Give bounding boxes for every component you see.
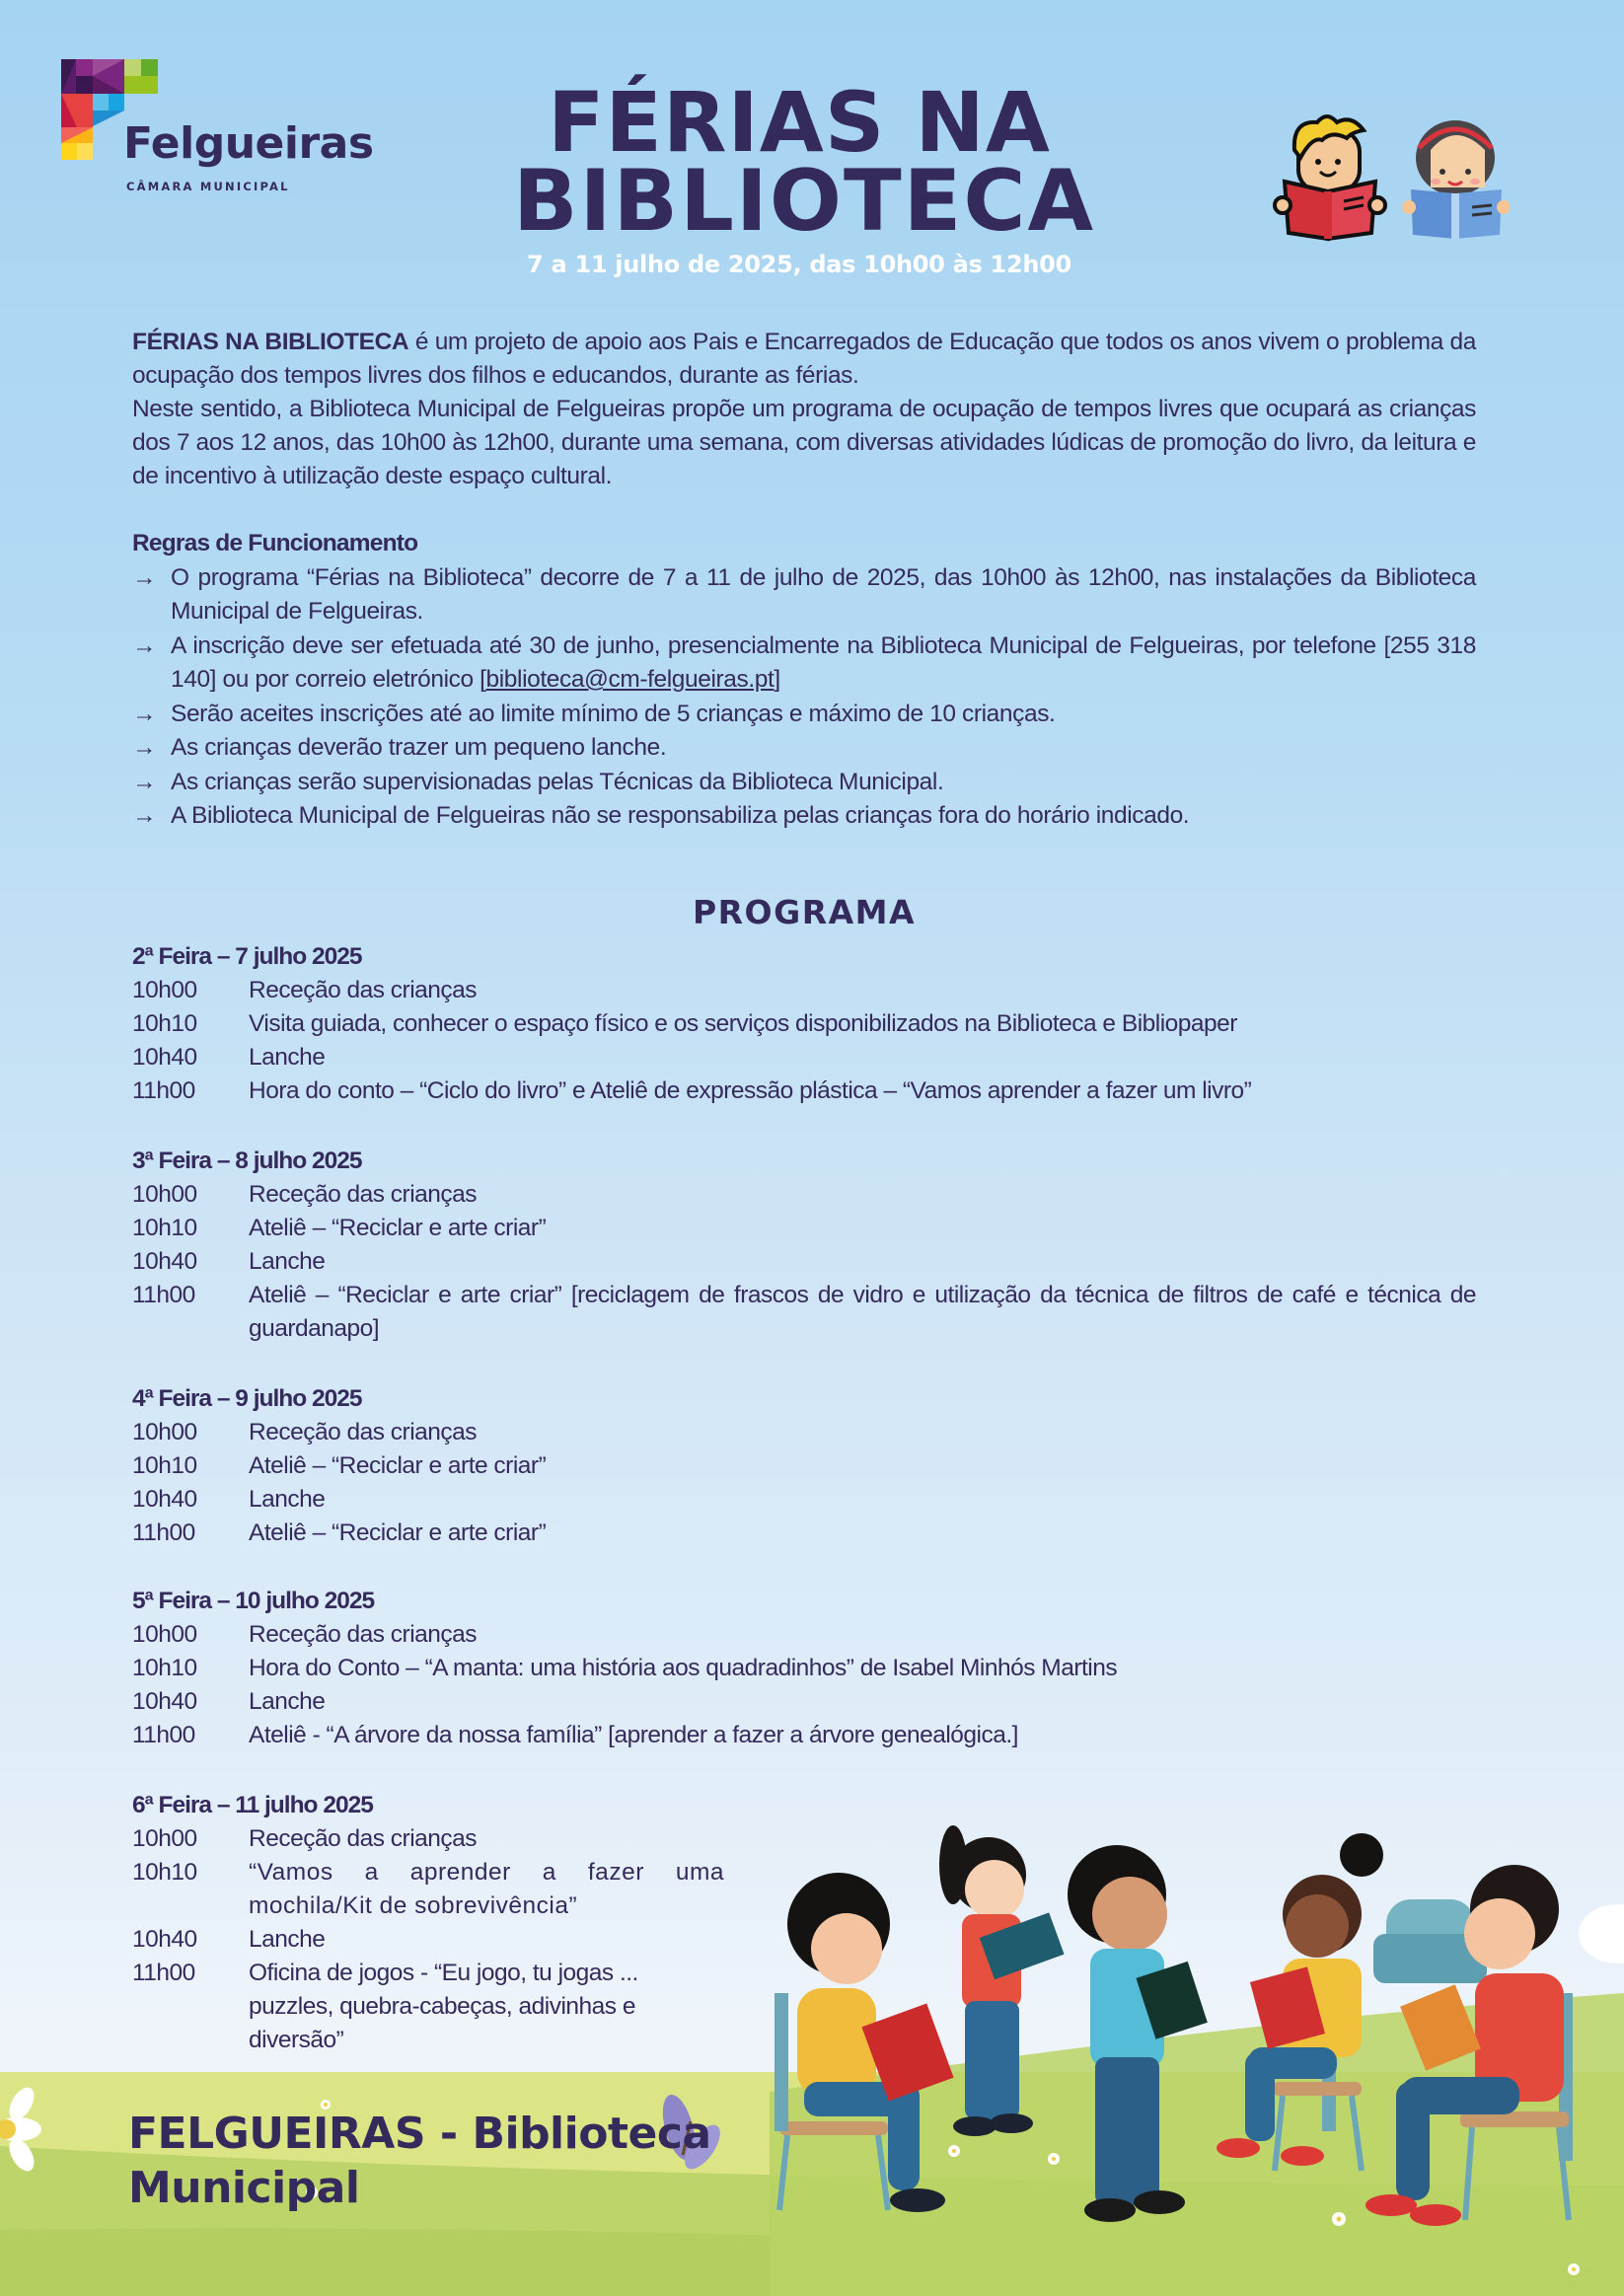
schedule-time: 10h00 bbox=[132, 977, 197, 1003]
schedule-activity: Lanche bbox=[249, 1926, 326, 1953]
footer-title-line-1: FELGUEIRAS - Biblioteca bbox=[128, 2109, 711, 2159]
schedule-time: 10h40 bbox=[132, 1486, 197, 1513]
schedule-row bbox=[132, 1856, 724, 1923]
schedule-time: 10h40 bbox=[132, 1926, 197, 1953]
rules-item-text: O programa “Férias na Biblioteca” decorre de 7 a 11 de julho de 2025, das 10h00 às 12h00, nas instalações da Biblioteca Municipal de Felgueiras. bbox=[171, 563, 1476, 625]
kids-reading-icon bbox=[1273, 111, 1510, 244]
rules-section bbox=[132, 527, 1476, 834]
intro-paragraph-1 bbox=[132, 326, 1476, 393]
schedule-row bbox=[132, 1822, 724, 1856]
schedule-time: 11h00 bbox=[132, 1722, 195, 1748]
schedule-activity: Ateliê - “A árvore da nossa família” [aprender a fazer a árvore genealógica.] bbox=[249, 1722, 1018, 1748]
email-link[interactable] bbox=[480, 666, 780, 693]
intro-paragraph-2: Neste sentido, a Biblioteca Municipal de Felgueiras propõe um programa de ocupação de tempos livres que ocupará as crianças dos 7 aos 12 anos, das 10h00 às 12h00, durante uma semana, com diversas atividades lúdicas de promoção do livro, da leitura e de incentivo à utilização deste espaço cultural. bbox=[132, 396, 1476, 489]
rules-item bbox=[132, 766, 1476, 800]
schedule-row bbox=[132, 1483, 1476, 1517]
schedule-row bbox=[132, 1685, 1476, 1719]
schedule-row bbox=[132, 1041, 1476, 1074]
schedule-time: 11h00 bbox=[132, 1519, 195, 1546]
rules-item bbox=[132, 799, 1476, 834]
schedule-activity: Hora do conto – “Ciclo do livro” e Ateliê de expressão plástica – “Vamos aprender a fazer um livro” bbox=[249, 1077, 1252, 1104]
schedule-time: 10h10 bbox=[132, 1655, 197, 1681]
programa-title: PROGRAMA bbox=[692, 893, 917, 931]
logo-subtitle: CÂMARA MUNICIPAL bbox=[126, 180, 290, 193]
day-title: 2ª Feira – 7 julho 2025 bbox=[132, 943, 362, 970]
schedule-row bbox=[132, 1923, 724, 1957]
schedule-time: 11h00 bbox=[132, 1960, 195, 1986]
schedule-row bbox=[132, 1178, 1476, 1212]
day-title: 6ª Feira – 11 julho 2025 bbox=[132, 1792, 373, 1818]
rules-title: Regras de Funcionamento bbox=[132, 530, 418, 556]
arrow-right-icon: → bbox=[132, 700, 157, 727]
schedule-time: 11h00 bbox=[132, 1077, 195, 1104]
schedule-row bbox=[132, 1279, 1476, 1346]
schedule-row bbox=[132, 1245, 1476, 1279]
schedule-time: 10h10 bbox=[132, 1010, 197, 1037]
rules-item bbox=[132, 731, 1476, 766]
rules-list bbox=[132, 561, 1476, 834]
day-title: 4ª Feira – 9 julho 2025 bbox=[132, 1385, 362, 1412]
schedule-time: 10h40 bbox=[132, 1248, 197, 1275]
title-line-1: FÉRIAS NA bbox=[548, 74, 1051, 171]
logo-wordmark: Felgueiras bbox=[123, 118, 374, 169]
schedule-activity: Receção das crianças bbox=[249, 977, 478, 1003]
day-schedule-friday bbox=[132, 1789, 724, 2057]
schedule-row bbox=[132, 1517, 1476, 1550]
schedule-activity: Hora do Conto – “A manta: uma história aos quadradinhos” de Isabel Minhós Martins bbox=[249, 1655, 1118, 1681]
schedule-time: 10h10 bbox=[132, 1859, 197, 1886]
day-schedule-tuesday bbox=[132, 1145, 1476, 1346]
schedule-activity: Ateliê – “Reciclar e arte criar” bbox=[249, 1215, 547, 1241]
schedule-row bbox=[132, 1007, 1476, 1041]
arrow-right-icon: → bbox=[132, 563, 157, 591]
rules-item-text: A Biblioteca Municipal de Felgueiras não se responsabiliza pelas crianças fora do horário indicado. bbox=[171, 802, 1190, 829]
boy-reading-icon bbox=[1275, 116, 1385, 239]
schedule-row bbox=[132, 1618, 1476, 1652]
footer-title-line-2: Municipal bbox=[128, 2163, 360, 2213]
schedule-activity: Lanche bbox=[249, 1044, 326, 1071]
rules-item bbox=[132, 561, 1476, 630]
rules-item-text: As crianças serão supervisionadas pelas Técnicas da Biblioteca Municipal. bbox=[171, 768, 944, 795]
email-bracket-close: ] bbox=[774, 666, 780, 693]
arrow-right-icon: → bbox=[132, 631, 157, 659]
schedule-activity: Receção das crianças bbox=[249, 1825, 478, 1852]
girl-reading-icon bbox=[1402, 120, 1510, 239]
schedule-activity: Receção das crianças bbox=[249, 1621, 478, 1648]
title-line-2: BIBLIOTECA bbox=[513, 152, 1096, 251]
intro-text bbox=[132, 326, 1476, 493]
schedule-row bbox=[132, 1719, 1476, 1752]
day-title: 5ª Feira – 10 julho 2025 bbox=[132, 1588, 375, 1614]
schedule-activity: Oficina de jogos - “Eu jogo, tu jogas ... puzzles, quebra-cabeças, adivinhas e diversão” bbox=[249, 1960, 638, 2053]
schedule-row bbox=[132, 974, 1476, 1007]
schedule-time: 10h00 bbox=[132, 1419, 197, 1445]
arrow-right-icon: → bbox=[132, 768, 157, 795]
children-reading-illustration bbox=[770, 1796, 1624, 2296]
schedule-row bbox=[132, 1212, 1476, 1245]
footer-title bbox=[128, 2107, 711, 2215]
schedule-time: 10h00 bbox=[132, 1181, 197, 1208]
schedule-row bbox=[132, 1449, 1476, 1483]
schedule-row bbox=[132, 1074, 1476, 1108]
rules-item bbox=[132, 698, 1476, 732]
schedule-activity: Receção das crianças bbox=[249, 1181, 478, 1208]
rules-item-text: A inscrição deve ser efetuada até 30 de junho, presencialmente na Biblioteca Municipal de Felgueiras, por telefone [255 318 140] ou por correio eletrónico bbox=[171, 631, 1476, 693]
day-schedule-thursday bbox=[132, 1585, 1476, 1752]
rules-item-text: Serão aceites inscrições até ao limite mínimo de 5 crianças e máximo de 10 crianças. bbox=[171, 700, 1056, 727]
arrow-right-icon: → bbox=[132, 734, 157, 761]
schedule-activity: Ateliê – “Reciclar e arte criar” bbox=[249, 1519, 547, 1546]
email-bracket-open: [ bbox=[480, 666, 486, 693]
schedule-activity: Ateliê – “Reciclar e arte criar” [reciclagem de frascos de vidro e utilização da técnica de filtros de café e técnica de guardanapo] bbox=[249, 1282, 1476, 1342]
rules-item bbox=[132, 630, 1476, 698]
schedule-row bbox=[132, 1957, 724, 2057]
intro-bold-lead: FÉRIAS NA BIBLIOTECA bbox=[132, 329, 409, 355]
schedule-activity: Lanche bbox=[249, 1486, 326, 1513]
schedule-time: 10h10 bbox=[132, 1215, 197, 1241]
schedule-time: 11h00 bbox=[132, 1282, 195, 1308]
rules-item-text: As crianças deverão trazer um pequeno lanche. bbox=[171, 734, 667, 761]
schedule-time: 10h40 bbox=[132, 1688, 197, 1715]
schedule-activity: Visita guiada, conhecer o espaço físico e os serviços disponibilizados na Biblioteca e Bibliopaper bbox=[249, 1010, 1237, 1037]
schedule-activity: Ateliê – “Reciclar e arte criar” bbox=[249, 1452, 547, 1479]
schedule-time: 10h10 bbox=[132, 1452, 197, 1479]
schedule-time: 10h40 bbox=[132, 1044, 197, 1071]
day-schedule-wednesday bbox=[132, 1382, 1476, 1550]
schedule-activity: Lanche bbox=[249, 1248, 326, 1275]
schedule-row bbox=[132, 1416, 1476, 1449]
day-schedule-monday bbox=[132, 940, 1476, 1108]
email-address: biblioteca@cm-felgueiras.pt bbox=[485, 666, 775, 693]
intro-paragraph-1-text: é um projeto de apoio aos Pais e Encarregados de Educação que todos os anos vivem o problema da ocupação dos tempos livres dos filhos e educandos, durante as férias. bbox=[132, 329, 1476, 389]
arrow-right-icon: → bbox=[132, 802, 157, 829]
page-title bbox=[513, 74, 1096, 278]
felgueiras-logo bbox=[61, 59, 374, 197]
schedule-activity: Receção das crianças bbox=[249, 1419, 478, 1445]
schedule-time: 10h00 bbox=[132, 1825, 197, 1852]
schedule-time: 10h00 bbox=[132, 1621, 197, 1648]
schedule-activity: “Vamos a aprender a fazer uma mochila/Kit de sobrevivência” bbox=[249, 1859, 724, 1919]
date-subtitle: 7 a 11 julho de 2025, das 10h00 às 12h00 bbox=[527, 251, 1071, 278]
schedule-activity: Lanche bbox=[249, 1688, 326, 1715]
day-title: 3ª Feira – 8 julho 2025 bbox=[132, 1148, 362, 1174]
schedule-row bbox=[132, 1652, 1476, 1685]
